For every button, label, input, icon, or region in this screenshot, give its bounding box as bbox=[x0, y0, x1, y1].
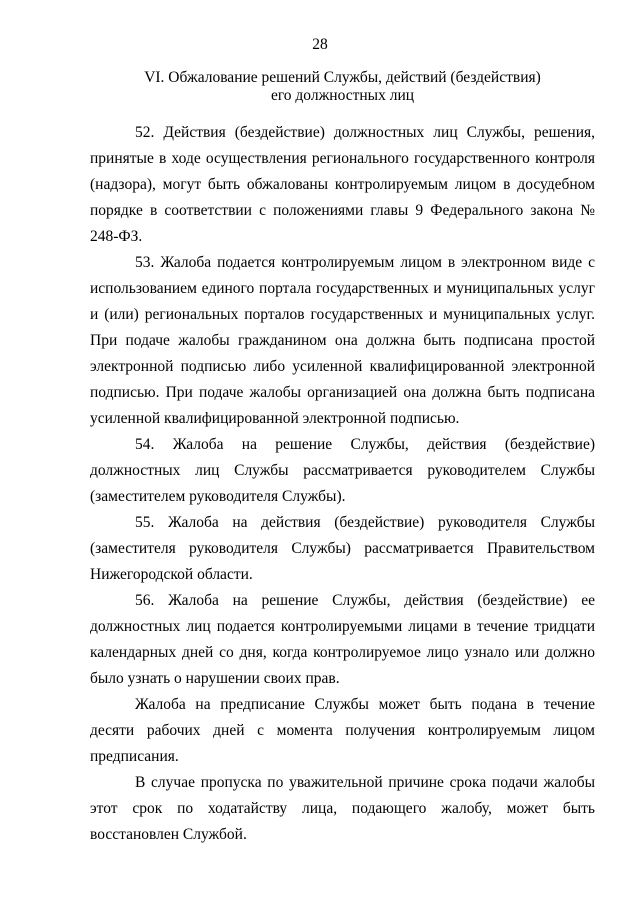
paragraph-54: 54. Жалоба на решение Службы, действия (бездействие) должностных лиц Службы рассматривается руководителем Службы (заместителем руководителя Службы). bbox=[90, 436, 595, 505]
paragraph-55: 55. Жалоба на действия (бездействие) руководителя Службы (заместителя руководителя Службы) рассматривается Правительством Нижегородской области. bbox=[90, 514, 595, 583]
paragraph-52: 52. Действия (бездействие) должностных лиц Службы, решения, принятые в ходе осуществления регионального государственного контроля (надзора), могут быть обжалованы контролируемым лицом в досудебном порядке в соответствии с положениями главы 9 Федерального закона № 248-ФЗ. bbox=[90, 124, 595, 245]
paragraph-56-deadline-restoration: В случае пропуска по уважительной причине срока подачи жалобы этот срок по ходатайству лица, подающего жалобу, может быть восстановлен Службой. bbox=[90, 774, 595, 843]
paragraph-53: 53. Жалоба подается контролируемым лицом в электронном виде с использованием единого портала государственных и муниципальных услуг и (или) региональных порталов государственных и муниципальных услуг. При подаче жалобы гражданином она должна быть подписана простой электронной подписью либо усиленной квалифицированной электронной подписью. При подаче жалобы организацией она должна быть подписана усиленной квалифицированной электронной подписью. bbox=[90, 254, 595, 427]
section-heading-line-1: VI. Обжалование решений Службы, действий (бездействия) bbox=[144, 69, 541, 86]
page-number: 28 bbox=[312, 36, 328, 53]
section-heading-line-2: его должностных лиц bbox=[270, 87, 415, 104]
paragraph-56: 56. Жалоба на решение Службы, действия (бездействие) ее должностных лиц подается контролируемыми лицами в течение тридцати календарных дней со дня, когда контролируемое лицо узнало или должно было узнать о нарушении своих прав. bbox=[90, 592, 595, 687]
section-heading bbox=[90, 69, 595, 105]
paragraph-56-prescription: Жалоба на предписание Службы может быть подана в течение десяти рабочих дней с момента получения контролируемым лицом предписания. bbox=[90, 696, 595, 765]
document-body bbox=[90, 120, 595, 848]
